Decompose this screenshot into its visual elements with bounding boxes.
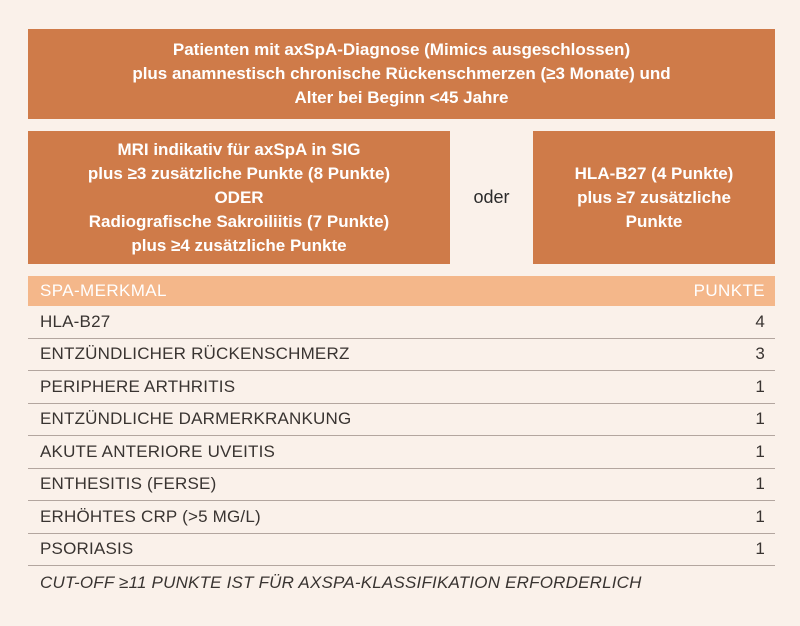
feature-label: PERIPHERE ARTHRITIS: [40, 376, 236, 396]
imaging-arm-line-4: Radiografische Sakroiliitis (7 Punkte): [88, 211, 390, 231]
imaging-arm-line-3: ODER: [214, 187, 264, 207]
points-value: 1: [755, 506, 765, 526]
table-row: [28, 501, 775, 534]
points-value: 1: [755, 474, 765, 494]
points-value: 3: [755, 344, 765, 364]
table-row: [28, 404, 775, 437]
column-header-feature: SPA-MERKMAL: [40, 281, 167, 300]
feature-label: PSORIASIS: [40, 539, 134, 559]
points-value: 1: [755, 441, 765, 461]
cutoff-footnote: CUT-OFF ≥11 PUNKTE IST FÜR AXSPA-KLASSIFIKATION ERFORDERLICH: [40, 573, 642, 592]
feature-label: ENTHESITIS (FERSE): [40, 474, 217, 494]
imaging-arm-line-2: plus ≥3 zusätzliche Punkte (8 Punkte): [87, 163, 391, 183]
imaging-arm-box: [28, 131, 450, 264]
inclusion-line-1: Patienten mit axSpA-Diagnose (Mimics ausgeschlossen): [172, 40, 631, 59]
classification-arms-row: [28, 131, 775, 264]
inclusion-line-2: plus anamnestisch chronische Rückenschmerzen (≥3 Monate) und: [132, 64, 671, 83]
oder-connector-label: oder: [473, 187, 510, 207]
points-value: 1: [755, 409, 765, 429]
inclusion-criteria-box: [28, 29, 775, 119]
feature-label: ENTZÜNDLICHER RÜCKENSCHMERZ: [40, 344, 350, 364]
hla-arm-line-1: HLA-B27 (4 Punkte): [574, 163, 734, 183]
table-row: [28, 534, 775, 567]
feature-label: AKUTE ANTERIORE UVEITIS: [40, 441, 276, 461]
table-header-row: [28, 276, 775, 306]
points-value: 1: [755, 376, 765, 396]
hla-b27-arm-box: [533, 131, 775, 264]
points-value: 1: [755, 539, 765, 559]
points-value: 4: [755, 311, 765, 331]
hla-arm-line-3: Punkte: [625, 211, 683, 231]
table-row: [28, 339, 775, 372]
table-row: [28, 469, 775, 502]
table-row: [28, 436, 775, 469]
imaging-arm-line-5: plus ≥4 zusätzliche Punkte: [131, 235, 347, 255]
table-row: [28, 306, 775, 339]
feature-label: HLA-B27: [40, 311, 111, 331]
feature-label: ERHÖHTES CRP (>5 MG/L): [40, 506, 261, 526]
feature-label: ENTZÜNDLICHE DARMERKRANKUNG: [40, 409, 352, 429]
imaging-arm-line-1: MRI indikativ für axSpA in SIG: [117, 139, 361, 159]
table-row: [28, 371, 775, 404]
column-header-points: PUNKTE: [693, 281, 765, 300]
inclusion-line-3: Alter bei Beginn <45 Jahre: [294, 88, 509, 107]
spa-points-table: [28, 276, 775, 600]
hla-arm-line-2: plus ≥7 zusätzliche: [577, 187, 731, 207]
